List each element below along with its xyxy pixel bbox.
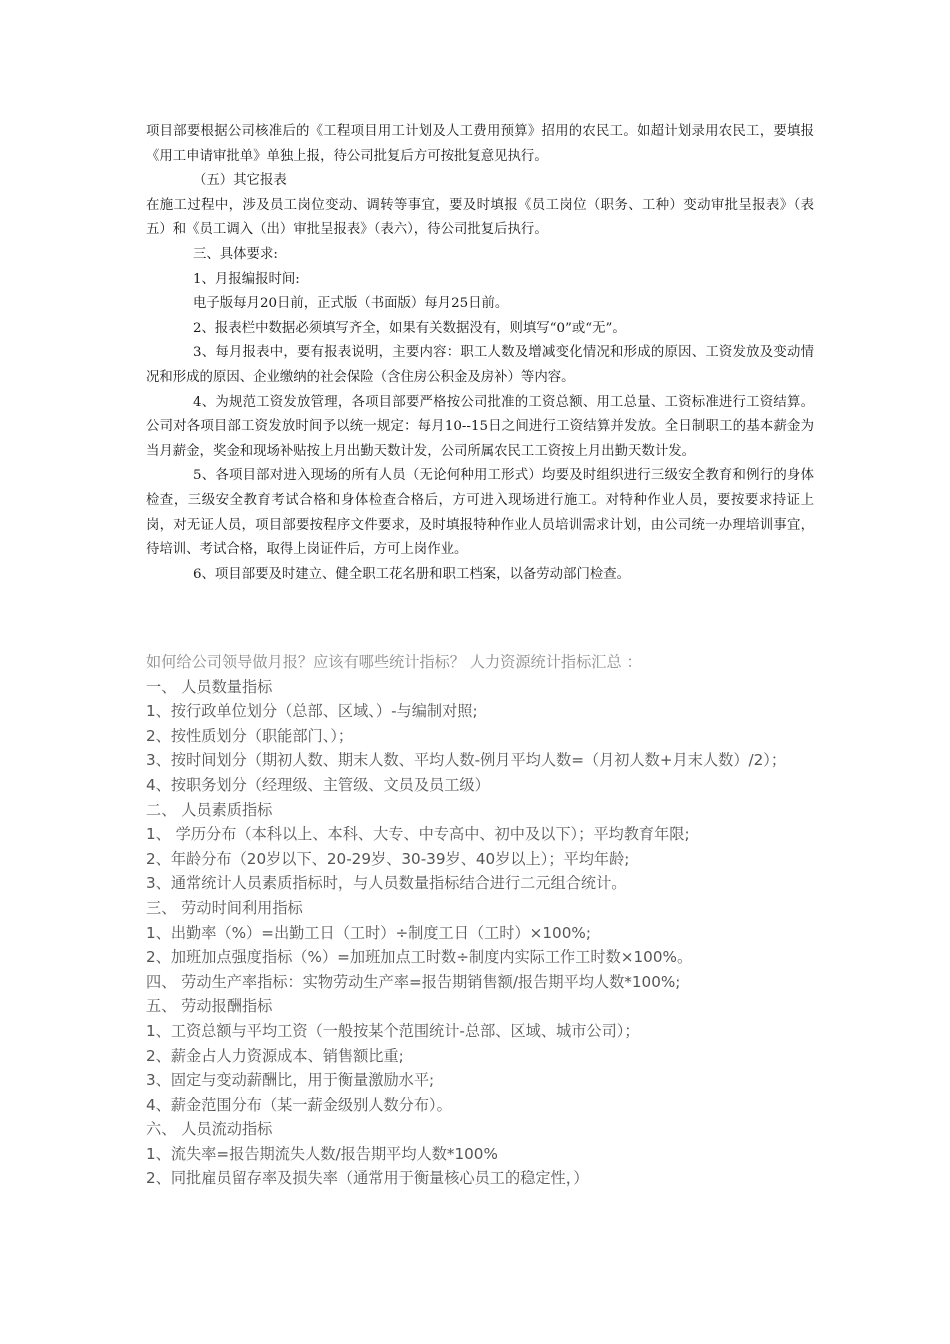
list-item: 2、同批雇员留存率及损失率（通常用于衡量核心员工的稳定性，） [146,1169,589,1188]
list-item: 二、 人员素质指标 [146,800,273,819]
list-item: 2、加班加点强度指标（%）=加班加点工时数÷制度内实际工作工时数×100%。 [146,948,693,967]
report-requirements-section [146,120,814,587]
list-item: 1、 学历分布（本科以上、本科、大专、中专高中、初中及以下）；平均教育年限; [146,825,690,844]
requirement-1-detail: 电子版每月20日前，正式版（书面版）每月25日前。 [193,296,509,312]
requirement-4: 4、为规范工资发放管理，各项目部要严格按公司批准的工资总额、用工总量、工资标准进行工资结算。公司对各项目部工资发放时间予以统一规定：每月10--15日之间进行工资结算并发放。全日制职工的基本薪金为当月薪金，奖金和现场补贴按上月出勤天数计发，公司所属农民工工资按上月出勤天数计发。 [146,394,814,459]
requirement-2: 2、报表栏中数据必须填写齐全，如果有关数据没有，则填写“0”或“无”。 [193,320,626,336]
hr-metrics-title: 如何给公司领导做月报？应该有哪些统计指标？ 人力资源统计指标汇总 ： [146,653,642,671]
list-item: 3、通常统计人员素质指标时，与人员数量指标结合进行二元组合统计。 [146,874,627,893]
list-item: 2、薪金占人力资源成本、销售额比重; [146,1046,404,1065]
heading-specific-requirements: 三、具体要求: [193,246,278,262]
list-item: 2、年龄分布（20岁以下、20-29岁、30-39岁、40岁以上）；平均年龄; [146,849,630,868]
list-item: 4、薪金范围分布（某一薪金级别人数分布）。 [146,1095,452,1114]
requirement-1: 1、月报编报时间: [193,271,300,287]
list-item: 3、固定与变动薪酬比，用于衡量激励水平; [146,1071,435,1090]
hr-metrics-section [146,650,814,1191]
list-item: 四、 劳动生产率指标：实物劳动生产率=报告期销售额/报告期平均人数*100%; [146,972,681,991]
requirement-5: 5、各项目部对进入现场的所有人员（无论何种用工形式）均要及时组织进行三级安全教育和例行的身体检查，三级安全教育考试合格和身体检查合格后，方可进入现场进行施工。对特种作业人员，要按要求持证上岗，对无证人员，项目部要按程序文件要求，及时填报特种作业人员培训需求计划，由公司统一办理培训事宜，待培训、考试合格，取得上岗证件后，方可上岗作业。 [146,468,814,558]
list-item: 五、 劳动报酬指标 [146,997,273,1016]
list-item: 1、流失率=报告期流失人数/报告期平均人数*100% [146,1144,498,1163]
list-item: 1、出勤率（%）=出勤工日（工时）÷制度工日（工时）×100%; [146,923,591,942]
list-item: 1、工资总额与平均工资（一般按某个范围统计-总部、区域、城市公司）； [146,1021,640,1040]
heading-other-reports: （五）其它报表 [193,173,287,189]
list-item: 3、按时间划分（期初人数、期末人数、平均人数-例月平均人数=（月初人数+月末人数）/2）； [146,751,787,770]
requirement-6: 6、项目部要及时建立、健全职工花名册和职工档案，以备劳动部门检查。 [193,566,631,582]
paragraph-position-change: 在施工过程中，涉及员工岗位变动、调转等事宜，要及时填报《员工岗位（职务、工种）变动审批呈报表》（表五）和《员工调入（出）审批呈报表》（表六），待公司批复后执行。 [146,197,814,238]
list-item: 六、 人员流动指标 [146,1120,273,1139]
requirement-3: 3、每月报表中，要有报表说明，主要内容：职工人数及增减变化情况和形成的原因、工资发放及变动情况和形成的原因、企业缴纳的社会保险（含住房公积金及房补）等内容。 [146,345,814,385]
list-item: 1、按行政单位划分（总部、区域、）-与编制对照; [146,702,478,721]
list-item: 一、 人员数量指标 [146,677,273,696]
list-item: 2、按性质划分（职能部门、）； [146,726,354,745]
list-item: 三、 劳动时间利用指标 [146,898,303,917]
list-item: 4、按职务划分（经理级、主管级、文员及员工级） [146,775,490,794]
paragraph-labor-plan: 项目部要根据公司核准后的《工程项目用工计划及人工费用预算》招用的农民工。如超计划录用农民工，要填报《用工申请审批单》单独上报，待公司批复后方可按批复意见执行。 [146,124,814,164]
